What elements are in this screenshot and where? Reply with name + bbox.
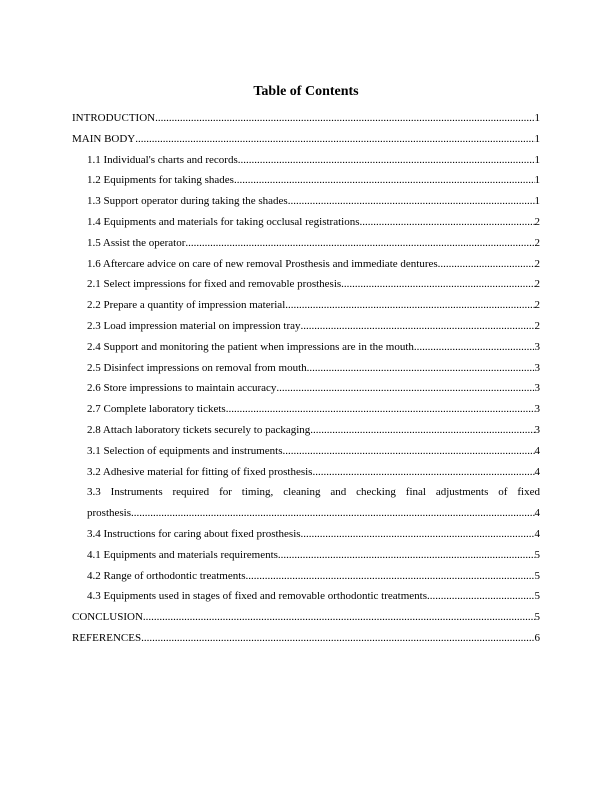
toc-entry-label: 1.1 Individual's charts and records <box>87 153 238 166</box>
dot-leader <box>246 570 535 583</box>
dot-leader <box>310 424 534 437</box>
dot-leader <box>278 549 535 562</box>
toc-page-number: 4 <box>534 507 540 520</box>
toc-entry[interactable] <box>72 112 540 125</box>
toc-entry-label: 3.2 Adhesive material for fitting of fixed prosthesis <box>87 465 313 478</box>
toc-page-number: 3 <box>534 361 540 374</box>
toc-entry[interactable] <box>72 632 540 645</box>
toc-page-number: 3 <box>534 340 540 353</box>
dot-leader <box>143 611 535 624</box>
toc-page-number: 4 <box>534 465 540 478</box>
toc-entry-label: 2.1 Select impressions for fixed and removable prosthesis <box>87 278 342 291</box>
toc-entry[interactable] <box>72 486 540 520</box>
toc-entry[interactable] <box>72 154 540 167</box>
toc-entry[interactable] <box>72 299 540 312</box>
toc-page-number: 2 <box>534 215 540 228</box>
toc-entry-label: 1.5 Assist the operator <box>87 236 186 249</box>
toc-page-number: 1 <box>534 132 540 145</box>
toc-entry-label: 2.3 Load impression material on impression tray <box>87 319 301 332</box>
dot-leader <box>283 445 535 458</box>
toc-entry-label: 2.6 Store impressions to maintain accuracy <box>87 382 277 395</box>
dot-leader <box>301 528 535 541</box>
toc-page-number: 2 <box>534 257 540 270</box>
toc-entry-label: CONCLUSION <box>72 611 143 624</box>
toc-entry[interactable] <box>72 216 540 229</box>
dot-leader <box>414 341 535 354</box>
toc-page-number: 5 <box>534 569 540 582</box>
toc-page-number: 4 <box>534 527 540 540</box>
toc-entry[interactable] <box>72 258 540 271</box>
dot-leader <box>135 133 534 146</box>
toc-entry-label: 1.4 Equipments and materials for taking occlusal registrations <box>87 215 360 228</box>
toc-entry[interactable] <box>72 320 540 333</box>
page-title: Table of Contents <box>253 84 359 99</box>
toc-entry[interactable] <box>72 611 540 624</box>
toc-entry[interactable] <box>72 237 540 250</box>
dot-leader <box>285 299 534 312</box>
dot-leader <box>226 403 535 416</box>
toc-entry-label: 4.2 Range of orthodontic treatments <box>87 569 246 582</box>
toc-page-number: 1 <box>534 153 540 166</box>
toc-entry-label: 3.3 Instruments required for timing, cleaning and checking final adjustments of fixed <box>87 486 540 499</box>
toc-page-number: 3 <box>534 403 540 416</box>
dot-leader <box>307 362 535 375</box>
toc-entry-label: 1.2 Equipments for taking shades <box>87 174 234 187</box>
toc-page-number: 2 <box>534 299 540 312</box>
toc-entry-label: INTRODUCTION <box>72 112 156 124</box>
dot-leader <box>131 507 535 520</box>
toc-entry-label: 2.5 Disinfect impressions on removal from mouth <box>87 361 307 374</box>
dot-leader <box>141 632 534 645</box>
dot-leader <box>238 154 535 167</box>
toc-page-number: 3 <box>534 423 540 436</box>
dot-leader <box>360 216 535 229</box>
toc-page-number: 1 <box>534 112 540 124</box>
toc-entry-label: REFERENCES <box>72 631 142 644</box>
toc-page-number: 2 <box>534 236 540 249</box>
toc-page-number: 5 <box>534 548 540 561</box>
toc-page-number: 5 <box>534 611 540 624</box>
toc-page-number: 5 <box>534 590 540 603</box>
table-of-contents <box>72 112 540 653</box>
toc-entry-label: 2.2 Prepare a quantity of impression material <box>87 299 286 312</box>
toc-entry-label: MAIN BODY <box>72 132 136 145</box>
toc-entry[interactable] <box>72 174 540 187</box>
toc-entry[interactable] <box>72 466 540 479</box>
toc-entry-label-continued: prosthesis <box>87 507 131 520</box>
toc-entry[interactable] <box>72 195 540 208</box>
toc-entry[interactable] <box>72 341 540 354</box>
toc-entry-label: 3.1 Selection of equipments and instruments <box>87 444 283 457</box>
toc-entry-label: 2.8 Attach laboratory tickets securely to packaging <box>87 423 311 436</box>
toc-entry-label: 1.6 Aftercare advice on care of new removal Prosthesis and immediate dentures <box>87 257 438 270</box>
toc-entry-label: 4.1 Equipments and materials requirements <box>87 548 278 561</box>
dot-leader <box>234 174 535 187</box>
toc-page-number: 1 <box>534 174 540 187</box>
dot-leader <box>312 466 534 479</box>
toc-entry[interactable] <box>72 362 540 375</box>
dot-leader <box>276 382 534 395</box>
dot-leader <box>155 112 534 125</box>
dot-leader <box>341 278 534 291</box>
toc-entry[interactable] <box>72 590 540 603</box>
dot-leader <box>438 258 535 271</box>
toc-entry[interactable] <box>72 133 540 146</box>
dot-leader <box>288 195 535 208</box>
toc-entry-label: 2.7 Complete laboratory tickets <box>87 403 226 416</box>
toc-entry[interactable] <box>72 528 540 541</box>
toc-page-number: 3 <box>534 382 540 395</box>
dot-leader <box>427 590 534 603</box>
toc-page-number: 1 <box>534 195 540 208</box>
toc-entry[interactable] <box>72 549 540 562</box>
toc-page-number: 6 <box>534 631 540 644</box>
toc-page-number: 4 <box>534 444 540 457</box>
toc-entry-label: 3.4 Instructions for caring about fixed prosthesis <box>87 527 301 540</box>
toc-page-number: 2 <box>534 319 540 332</box>
toc-entry[interactable] <box>72 424 540 437</box>
toc-entry[interactable] <box>72 278 540 291</box>
toc-entry[interactable] <box>72 382 540 395</box>
toc-entry[interactable] <box>72 570 540 583</box>
dot-leader <box>185 237 534 250</box>
toc-page-number: 2 <box>534 278 540 291</box>
toc-entry[interactable] <box>72 403 540 416</box>
toc-entry[interactable] <box>72 445 540 458</box>
dot-leader <box>301 320 535 333</box>
toc-entry-label: 1.3 Support operator during taking the shades <box>87 195 288 208</box>
toc-entry-label: 2.4 Support and monitoring the patient when impressions are in the mouth <box>87 340 414 353</box>
toc-entry-label: 4.3 Equipments used in stages of fixed and removable orthodontic treatments <box>87 590 428 603</box>
